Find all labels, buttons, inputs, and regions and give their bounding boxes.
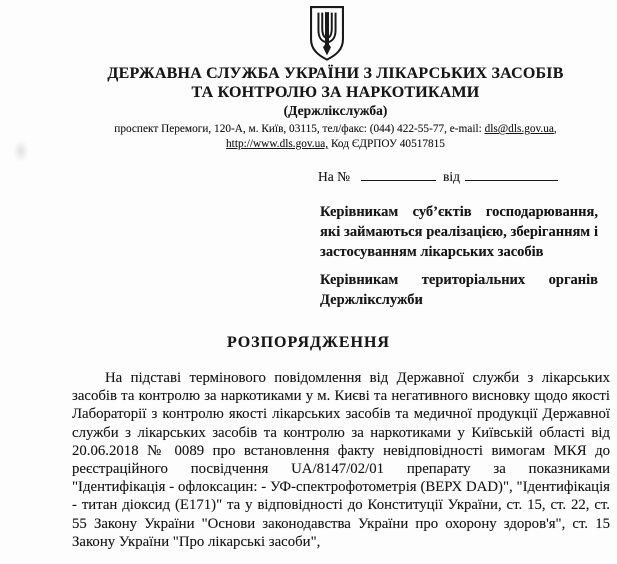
email-link[interactable]: dls@dls.gov.ua <box>484 123 554 135</box>
edrpou-code: Код ЄДРПОУ 40517815 <box>328 138 445 150</box>
ref-vid-label: від <box>443 169 460 184</box>
address-comma: , <box>553 123 557 135</box>
ref-number-blank <box>361 167 436 181</box>
org-address <box>54 122 617 152</box>
org-name <box>54 64 617 102</box>
ukraine-coat-of-arms-icon <box>307 5 347 62</box>
ref-date-blank <box>465 167 558 181</box>
body-paragraph: На підставі термінового повідомлення від Державної служби з лікарських засобів та контролю за наркотиками у м. Києві та негативного висновку щодо якості Лабораторії з контролю якості лікарських засобів та медичної продукції Державної служби з лікарських засобів та контролю за наркотиками у Київській області від 20.06.2018 № 0089 про встановлення факту невідповідності вимогам МКЯ до реєстраційного посвідчення UA/8147/02/01 препарату за показниками "Ідентифікація - офлоксацин: - УФ-спектрофотометрія (ВЕРХ DAD)", "Ідентифікація - титан діоксид (Е171)" та у відповідності до Конституції України, ст. 15, ст. 22, ст. 55 Закону України "Основи законодавства України про охорону здоров'я", ст. 15 Закону України "Про лікарські засоби", <box>72 370 610 550</box>
ref-na-label: На № <box>318 169 350 184</box>
org-short-name: (Держлікслужба) <box>283 103 388 118</box>
address-text: проспект Перемоги, 120-А, м. Київ, 03115, тел/факс: (044) 422-55-77, e-mail: <box>114 123 485 135</box>
scan-artifact <box>13 140 29 162</box>
document-title: РОЗПОРЯДЖЕННЯ <box>227 334 390 351</box>
website-link[interactable]: http://www.dls.gov.ua, <box>226 138 329 150</box>
reference-number-line <box>318 167 617 185</box>
org-name-line2: ТА КОНТРОЛЮ ЗА НАРКОТИКАМИ <box>191 84 480 101</box>
org-name-line1: ДЕРЖАВНА СЛУЖБА УКРАЇНИ З ЛІКАРСЬКИХ ЗАСОБІВ <box>107 65 564 82</box>
letterhead <box>54 5 617 152</box>
recipient-block-1: Керівникам суб’єктів господарювання, які займаються реалізацією, зберіганням і застосуванням лікарських засобів <box>320 204 598 260</box>
recipient-block-2: Керівникам територіальних органів Держлікслужби <box>320 272 598 308</box>
